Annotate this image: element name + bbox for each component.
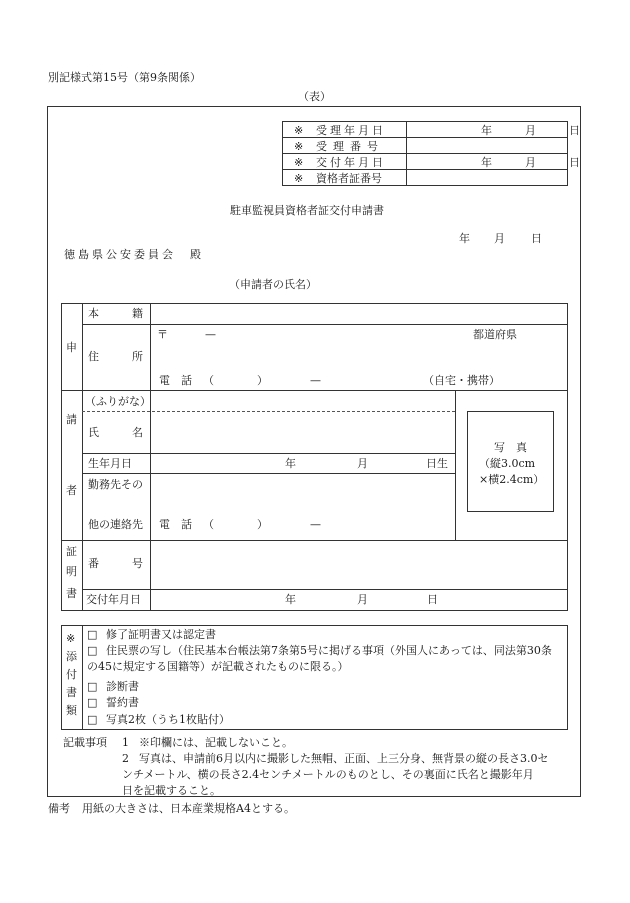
attachment-checkbox[interactable]: □ xyxy=(87,644,98,657)
certificate-issue-day: 日 xyxy=(427,593,438,606)
work-phone-open: （ xyxy=(203,518,214,531)
work-label-line1: 勤務先その xyxy=(88,478,143,491)
note-2-line3: 日を記載すること。 xyxy=(122,784,221,797)
prefecture-label: 都道府県 xyxy=(473,328,517,341)
note-2-number: 2 xyxy=(122,752,129,765)
remark-text: 用紙の大きさは、日本産業規格A4とする。 xyxy=(82,802,295,815)
certificate-issue-month: 月 xyxy=(357,593,368,606)
attachment-item-2: 住民票の写し（住民基本台帳法第7条第5号に掲げる事項（外国人にあっては、同法第30条 xyxy=(106,644,552,657)
attachment-item-2-cont: の45に規定する国籍等）が記載されたものに限る。） xyxy=(87,660,349,673)
postal-mark: 〒 xyxy=(157,328,168,341)
office-label-issue-date: 交付年月日 xyxy=(316,156,386,169)
applicant-group-label-1: 申 xyxy=(66,341,77,354)
attachments-group-label-3: 付 xyxy=(66,668,77,681)
office-value-issue-date: 年 月 日 xyxy=(481,156,580,169)
attachments-group-label-2: 添 xyxy=(66,650,77,663)
form-id: 別記様式第15号（第9条関係） xyxy=(48,71,201,84)
birth-label: 生年月日 xyxy=(88,457,132,470)
certificate-group-label-1: 証 xyxy=(66,545,77,558)
certificate-issue-year: 年 xyxy=(285,593,296,606)
birth-year: 年 xyxy=(285,457,296,470)
work-label-line2: 他の連絡先 xyxy=(88,518,143,531)
address-label: 住 所 xyxy=(88,350,143,363)
certificate-group-label-2: 明 xyxy=(66,565,77,578)
attachment-checkbox[interactable]: □ xyxy=(87,680,98,693)
date-day: 日 xyxy=(531,232,542,245)
birth-day: 日生 xyxy=(426,457,448,470)
attachments-group-label-1: ※ xyxy=(66,632,76,645)
attachment-checkbox[interactable]: □ xyxy=(87,713,98,726)
form-title: 駐車監視員資格者証交付申請書 xyxy=(230,204,384,217)
work-field[interactable] xyxy=(152,475,452,515)
honseki-field[interactable] xyxy=(152,305,566,323)
applicant-group-label-2: 請 xyxy=(66,413,77,426)
name-label: 氏 名 xyxy=(88,426,143,439)
note-1-number: 1 xyxy=(122,736,129,749)
attachments-group-label-4: 書 xyxy=(66,686,77,699)
postal-dash: — xyxy=(205,328,216,341)
attachment-item-5: 写真2枚（うち1枚貼付） xyxy=(106,713,230,726)
office-label-received-number: 受理番号 xyxy=(316,140,384,153)
name-field[interactable] xyxy=(152,413,452,451)
note-1-text: ※印欄には、記載しないこと。 xyxy=(139,736,293,749)
attachment-item-1: 修了証明書又は認定書 xyxy=(106,628,216,641)
date-year: 年 xyxy=(459,232,470,245)
work-phone-label: 電 話 xyxy=(159,518,192,531)
office-label-cert-number: 資格者証番号 xyxy=(316,172,382,185)
side-label: （表） xyxy=(298,90,331,103)
office-value-received-date: 年 月 日 xyxy=(481,124,580,137)
office-mark: ※ xyxy=(294,156,304,169)
photo-size-line1: （縦3.0cm xyxy=(479,457,536,470)
address-phone-dash: — xyxy=(310,374,321,387)
birth-month: 月 xyxy=(357,457,368,470)
work-phone-close: ） xyxy=(257,518,268,531)
home-mobile-label: （自宅・携帯） xyxy=(423,374,500,387)
address-phone-close: ） xyxy=(257,374,268,387)
office-mark: ※ xyxy=(294,124,304,137)
honseki-label: 本 籍 xyxy=(88,307,143,320)
address-phone-label: 電 話 xyxy=(159,374,192,387)
attachment-item-4: 誓約書 xyxy=(106,696,139,709)
date-month: 月 xyxy=(494,232,505,245)
notes-heading: 記載事項 xyxy=(63,736,107,749)
attachment-checkbox[interactable]: □ xyxy=(87,628,98,641)
note-2-line2: ンチメートル、横の長さ2.4センチメートルのものとし、その裏面に氏名と撮影年月 xyxy=(122,768,534,781)
addressee: 徳島県公安委員会 殿 xyxy=(64,248,204,261)
work-phone-dash: — xyxy=(310,518,321,531)
note-2-line1: 写真は、申請前6月以内に撮影した無帽、正面、上三分身、無背景の縦の長さ3.0セ xyxy=(139,752,549,765)
remark-heading: 備考 xyxy=(48,802,70,815)
certificate-issue-label: 交付年月日 xyxy=(86,593,141,606)
photo-size-line2: ×横2.4cm） xyxy=(479,473,545,486)
address-phone-open: （ xyxy=(203,374,214,387)
attachments-group-label-5: 類 xyxy=(66,704,77,717)
attachment-item-3: 診断書 xyxy=(106,680,139,693)
office-mark: ※ xyxy=(294,140,304,153)
applicant-name-label: （申請者の氏名） xyxy=(229,278,317,291)
furigana-field[interactable] xyxy=(152,392,452,410)
office-mark: ※ xyxy=(294,172,304,185)
certificate-number-field[interactable] xyxy=(152,542,566,587)
furigana-label: （ふりがな） xyxy=(85,395,151,408)
office-label-received-date: 受理年月日 xyxy=(316,124,386,137)
certificate-number-label: 番 号 xyxy=(88,557,143,570)
address-field[interactable] xyxy=(152,326,566,370)
certificate-group-label-3: 書 xyxy=(66,587,77,600)
photo-title: 写 真 xyxy=(494,441,527,454)
applicant-group-label-3: 者 xyxy=(66,484,77,497)
attachment-checkbox[interactable]: □ xyxy=(87,696,98,709)
